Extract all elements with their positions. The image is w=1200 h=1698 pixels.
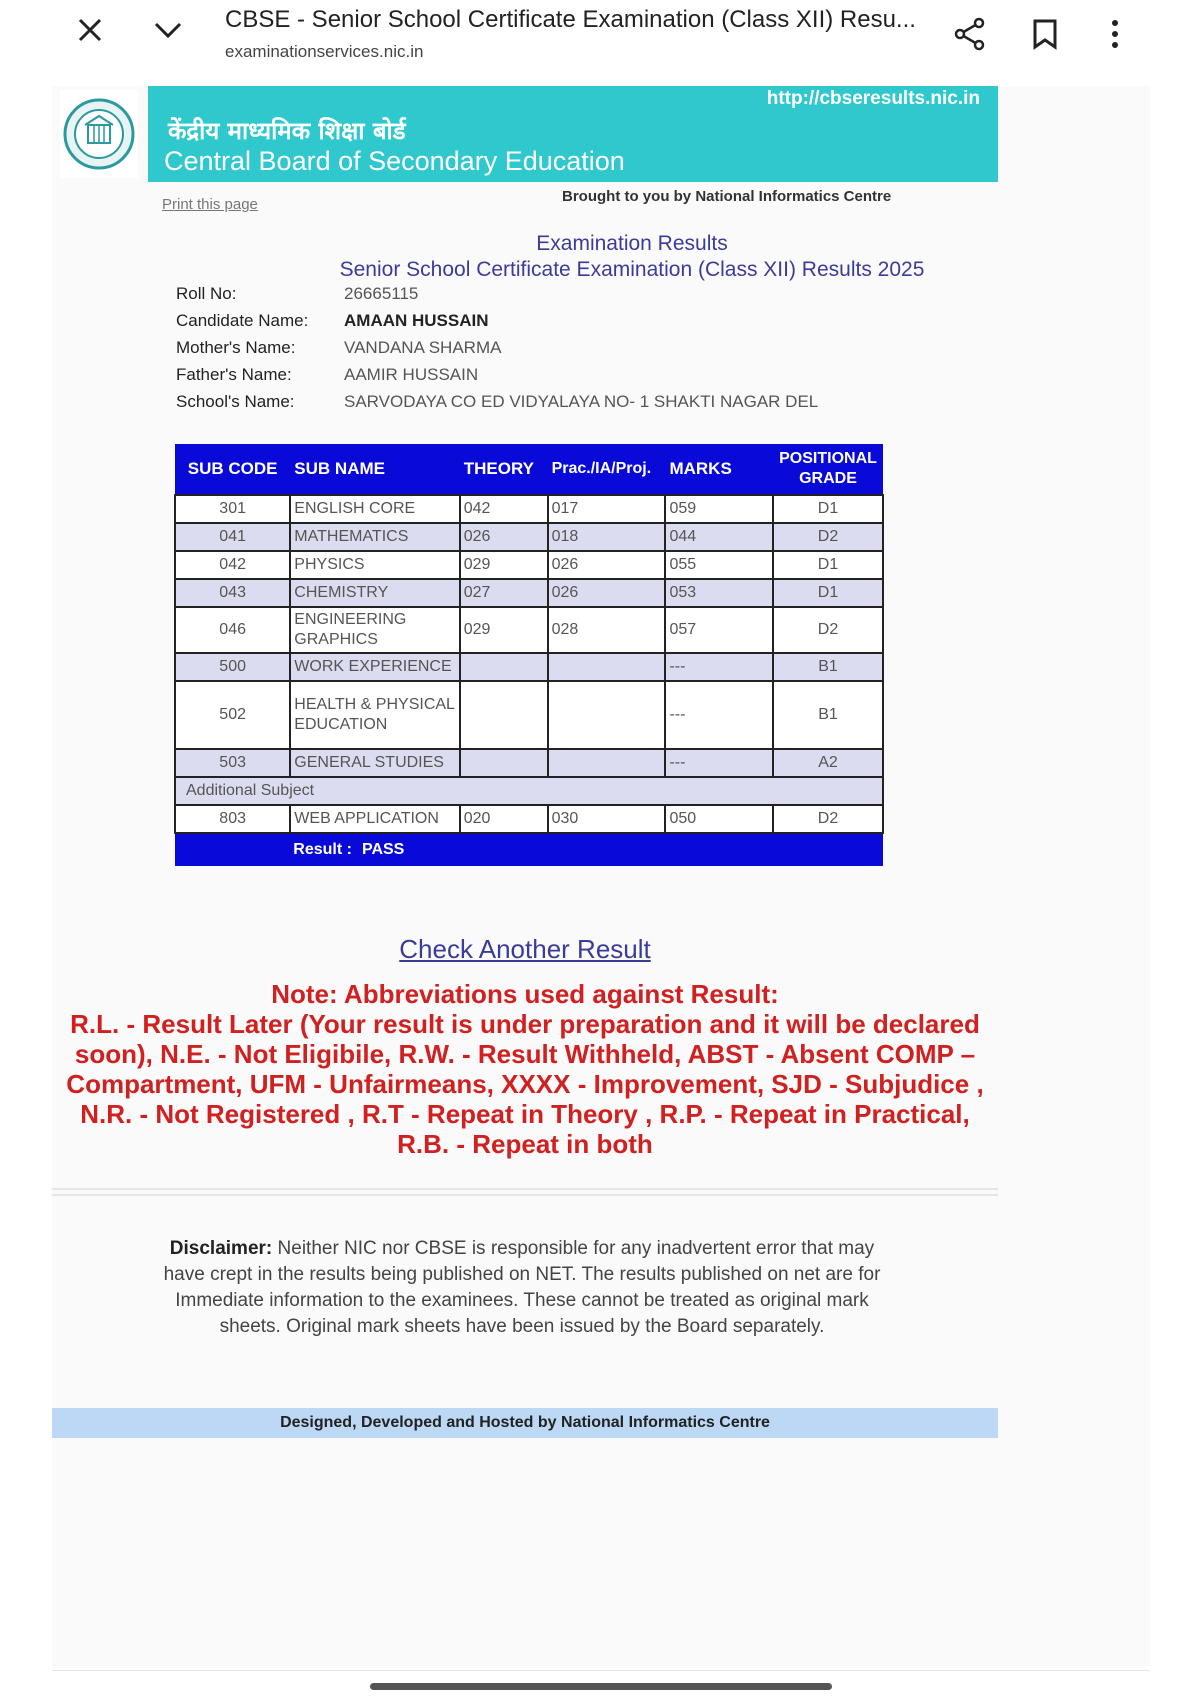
board-name-english: Central Board of Secondary Education xyxy=(164,146,625,176)
table-cell: 500 xyxy=(175,653,290,681)
additional-subject-label: Additional Subject xyxy=(175,777,883,805)
table-cell: 503 xyxy=(175,749,290,777)
additional-subject-row xyxy=(175,777,883,805)
result-row xyxy=(175,833,883,866)
table-cell xyxy=(548,653,666,681)
table-cell: 057 xyxy=(665,607,773,653)
table-cell: CHEMISTRY xyxy=(290,579,459,607)
table-cell: 041 xyxy=(175,523,290,551)
table-row xyxy=(175,653,883,681)
bottom-divider xyxy=(52,1670,1150,1671)
info-row-candidate xyxy=(176,311,818,338)
table-cell: 053 xyxy=(665,579,773,607)
table-cell: PHYSICS xyxy=(290,551,459,579)
table-cell: GENERAL STUDIES xyxy=(290,749,459,777)
table-cell: 026 xyxy=(548,579,666,607)
info-label: School's Name: xyxy=(176,392,295,411)
column-header: MARKS xyxy=(665,444,773,495)
table-cell: --- xyxy=(665,681,773,749)
info-value: 26665115 xyxy=(344,284,419,303)
table-cell: D1 xyxy=(773,551,883,579)
table-cell: 017 xyxy=(548,495,666,523)
table-cell: 027 xyxy=(460,579,548,607)
table-cell: D2 xyxy=(773,523,883,551)
info-row-roll xyxy=(176,284,818,311)
disclaimer-text: Neither NIC nor CBSE is responsible for any inadvertent error that may have crept in the results being published on NET. The results published on net are for Immediate information to the examinees. These cannot be treated as original mark sheets. Original mark sheets have been issued by the Board separately. xyxy=(163,1238,881,1337)
print-page-link[interactable]: Print this page xyxy=(162,196,258,213)
more-options-icon[interactable] xyxy=(1095,14,1135,54)
table-cell: 030 xyxy=(548,805,666,833)
table-cell: ENGINEERING GRAPHICS xyxy=(290,607,459,653)
table-cell: 029 xyxy=(460,551,548,579)
table-cell: 502 xyxy=(175,681,290,749)
info-value: SARVODAYA CO ED VIDYALAYA NO- 1 SHAKTI NAGAR DEL xyxy=(344,392,819,411)
table-cell: 059 xyxy=(665,495,773,523)
info-row-mother xyxy=(176,338,818,365)
table-row xyxy=(175,551,883,579)
table-cell: 018 xyxy=(548,523,666,551)
info-label: Father's Name: xyxy=(176,365,292,384)
chevron-down-icon[interactable] xyxy=(148,10,188,50)
disclaimer xyxy=(162,1236,882,1340)
table-row xyxy=(175,495,883,523)
column-header: SUB NAME xyxy=(290,444,459,495)
info-label: Candidate Name: xyxy=(176,311,309,330)
close-icon[interactable] xyxy=(70,10,110,50)
disclaimer-label: Disclaimer: xyxy=(169,1238,273,1259)
table-cell: 044 xyxy=(665,523,773,551)
table-cell: 055 xyxy=(665,551,773,579)
bookmark-icon[interactable] xyxy=(1025,14,1065,54)
table-cell: 043 xyxy=(175,579,290,607)
table-cell: D2 xyxy=(773,607,883,653)
table-cell: B1 xyxy=(773,653,883,681)
board-name-hindi: केंद्रीय माध्यमिक शिक्षा बोर्ड xyxy=(168,117,406,145)
table-cell: --- xyxy=(665,653,773,681)
info-label: Mother's Name: xyxy=(176,338,296,357)
result-label: Result : xyxy=(293,841,352,858)
table-cell: D1 xyxy=(773,495,883,523)
note-title: Note: Abbreviations used against Result: xyxy=(271,979,779,1009)
table-row xyxy=(175,749,883,777)
info-row-father xyxy=(176,365,818,392)
table-row xyxy=(175,681,883,749)
table-row xyxy=(175,523,883,551)
table-row xyxy=(175,579,883,607)
table-cell: 042 xyxy=(175,551,290,579)
table-cell: 026 xyxy=(460,523,548,551)
table-cell: 020 xyxy=(460,805,548,833)
table-cell: 042 xyxy=(460,495,548,523)
cbse-logo-icon xyxy=(60,90,138,178)
table-cell: D2 xyxy=(773,805,883,833)
column-header: POSITIONAL GRADE xyxy=(773,444,883,495)
results-subheading: Senior School Certificate Examination (Class XII) Results 2025 xyxy=(339,258,925,281)
result-value: PASS xyxy=(361,841,405,858)
table-cell: B1 xyxy=(773,681,883,749)
table-cell xyxy=(460,749,548,777)
info-value: AAMIR HUSSAIN xyxy=(344,365,479,384)
home-indicator[interactable] xyxy=(370,1683,832,1690)
table-cell: 046 xyxy=(175,607,290,653)
results-page xyxy=(52,86,1150,1666)
info-row-school xyxy=(176,392,818,419)
page-title: CBSE - Senior School Certificate Examination (Class XII) Resu... xyxy=(225,6,916,33)
table-row xyxy=(175,607,883,653)
brought-by-text: Brought to you by National Informatics Centre xyxy=(562,188,892,205)
candidate-info xyxy=(176,284,818,419)
marks-table xyxy=(174,444,884,866)
table-cell: 026 xyxy=(548,551,666,579)
table-cell: ENGLISH CORE xyxy=(290,495,459,523)
browser-top-bar xyxy=(0,0,1200,82)
info-label: Roll No: xyxy=(176,284,237,303)
column-header: THEORY xyxy=(460,444,548,495)
divider xyxy=(52,1188,998,1196)
abbreviations-note xyxy=(62,979,988,1159)
info-value: AMAAN HUSSAIN xyxy=(344,311,489,330)
table-cell: 028 xyxy=(548,607,666,653)
page-url[interactable]: examinationservices.nic.in xyxy=(225,42,424,61)
info-value: VANDANA SHARMA xyxy=(344,338,502,357)
column-header: Prac./IA/Proj. xyxy=(548,444,666,495)
site-url-link[interactable]: http://cbseresults.nic.in xyxy=(766,88,980,109)
table-header-row xyxy=(175,444,883,495)
table-row xyxy=(175,805,883,833)
table-cell xyxy=(460,653,548,681)
result-cell xyxy=(290,833,883,866)
table-cell: 029 xyxy=(460,607,548,653)
table-cell: WORK EXPERIENCE xyxy=(290,653,459,681)
header-banner xyxy=(148,86,998,182)
table-cell: D1 xyxy=(773,579,883,607)
note-body: R.L. - Result Later (Your result is under preparation and it will be declared soon), N.E. - Not Eligibile, R.W. - Result Withheld, ABST - Absent COMP – Compartment, UFM - Unfairmeans, XXXX - Improvement, SJD - Subjudice , N.R. - Not Registered , R.T - Repeat in Theory , R.P. - Repeat in Practical, R.B. - Repeat in both xyxy=(66,1009,984,1159)
share-icon[interactable] xyxy=(950,14,990,54)
result-spacer xyxy=(175,833,290,866)
check-another-result-link[interactable]: Check Another Result xyxy=(399,934,651,964)
footer: Designed, Developed and Hosted by National Informatics Centre xyxy=(52,1408,998,1438)
table-cell xyxy=(548,681,666,749)
table-cell xyxy=(460,681,548,749)
table-cell: WEB APPLICATION xyxy=(290,805,459,833)
table-cell xyxy=(548,749,666,777)
table-cell: HEALTH & PHYSICAL EDUCATION xyxy=(290,681,459,749)
table-cell: A2 xyxy=(773,749,883,777)
results-heading: Examination Results xyxy=(536,232,728,255)
table-cell: 301 xyxy=(175,495,290,523)
table-cell: --- xyxy=(665,749,773,777)
table-cell: 803 xyxy=(175,805,290,833)
column-header: SUB CODE xyxy=(175,444,290,495)
table-cell: MATHEMATICS xyxy=(290,523,459,551)
site-header xyxy=(52,86,998,182)
table-cell: 050 xyxy=(665,805,773,833)
